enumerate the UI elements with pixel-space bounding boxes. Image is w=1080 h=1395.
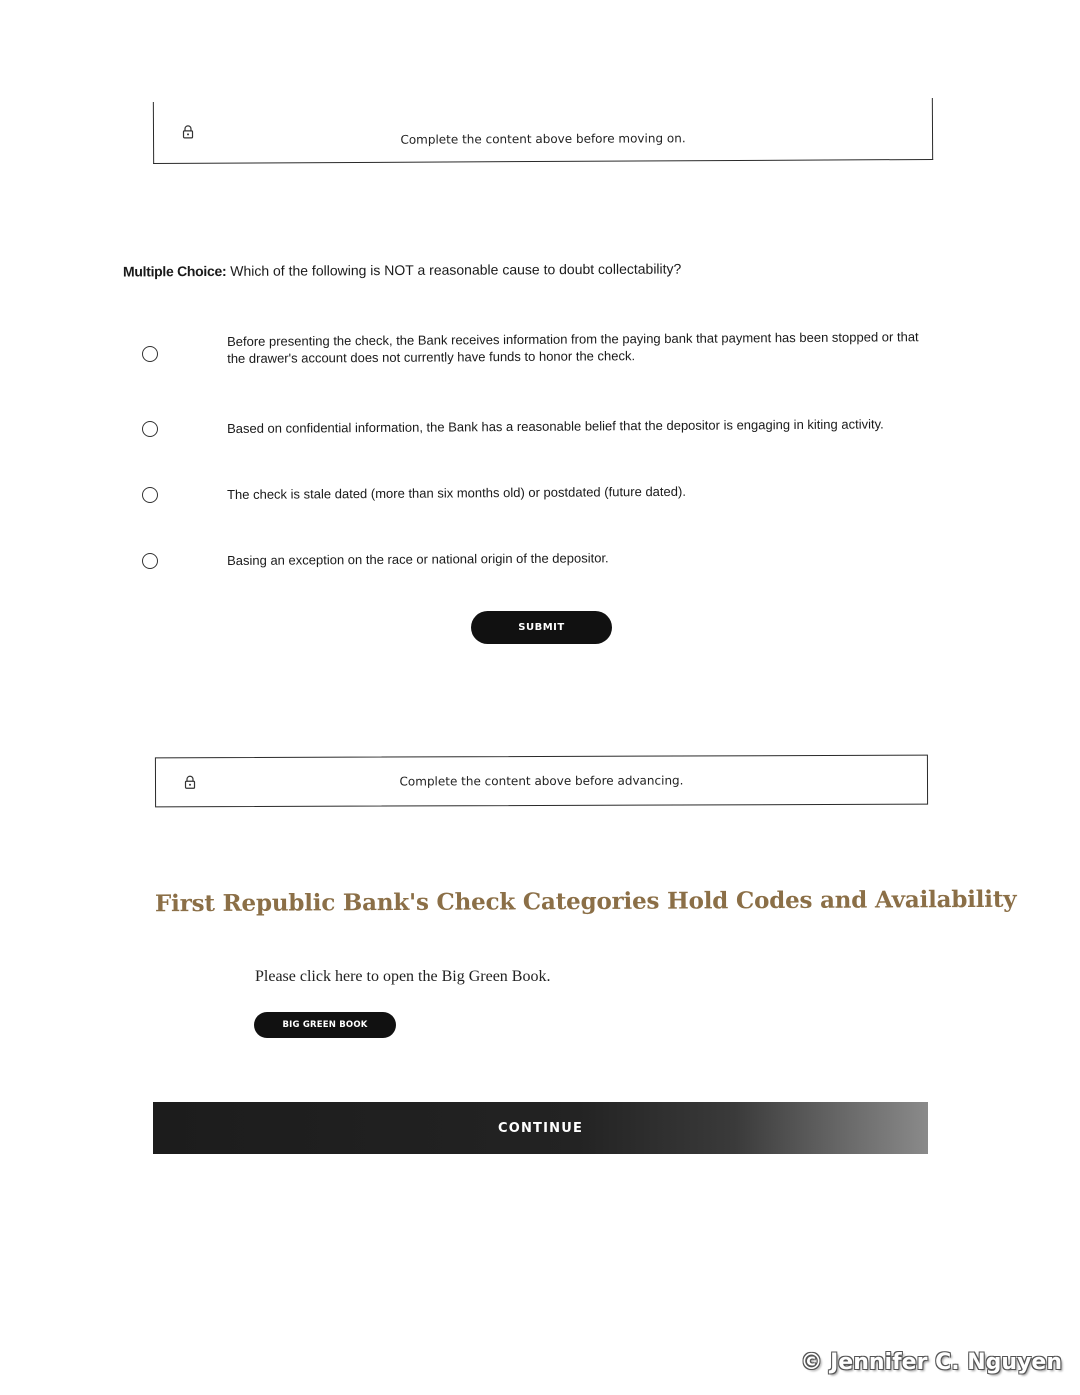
answer-option-label: The check is stale dated (more than six months old) or postdated (future dated). [227,483,686,502]
lock-icon [182,125,194,139]
question-text: Which of the following is NOT a reasonable cause to doubt collectability? [230,260,682,279]
lock-notice-text: Complete the content above before advancing. [399,773,684,789]
big-green-book-button[interactable]: BIG GREEN BOOK [254,1012,396,1038]
lock-notice-text: Complete the content above before moving on. [400,130,686,147]
question-prompt [123,261,681,280]
radio-button[interactable] [142,553,158,569]
answer-option-label: Before presenting the check, the Bank receives information from the paying bank that payment has been stopped or that the drawer's account does not currently have funds to honor the check. [227,329,919,366]
lock-notice-mid [155,755,928,808]
lock-icon [184,775,196,789]
radio-button[interactable] [142,421,158,437]
radio-button[interactable] [142,487,158,503]
answer-option-label: Based on confidential information, the Bank has a reasonable belief that the depositor is engaging in kiting activity. [227,416,884,436]
answer-option-label: Basing an exception on the race or national origin of the depositor. [227,550,609,568]
lock-notice-top [153,98,933,164]
section-intro: Please click here to open the Big Green Book. [255,968,551,985]
submit-button[interactable]: SUBMIT [471,611,612,644]
continue-button[interactable]: CONTINUE [153,1102,928,1154]
copyright-watermark: © Jennifer C. Nguyen [800,1350,1062,1375]
section-heading: First Republic Bank's Check Categories Hold Codes and Availability [154,885,1017,918]
radio-button[interactable] [142,346,158,362]
question-prefix: Multiple Choice: [122,262,227,280]
